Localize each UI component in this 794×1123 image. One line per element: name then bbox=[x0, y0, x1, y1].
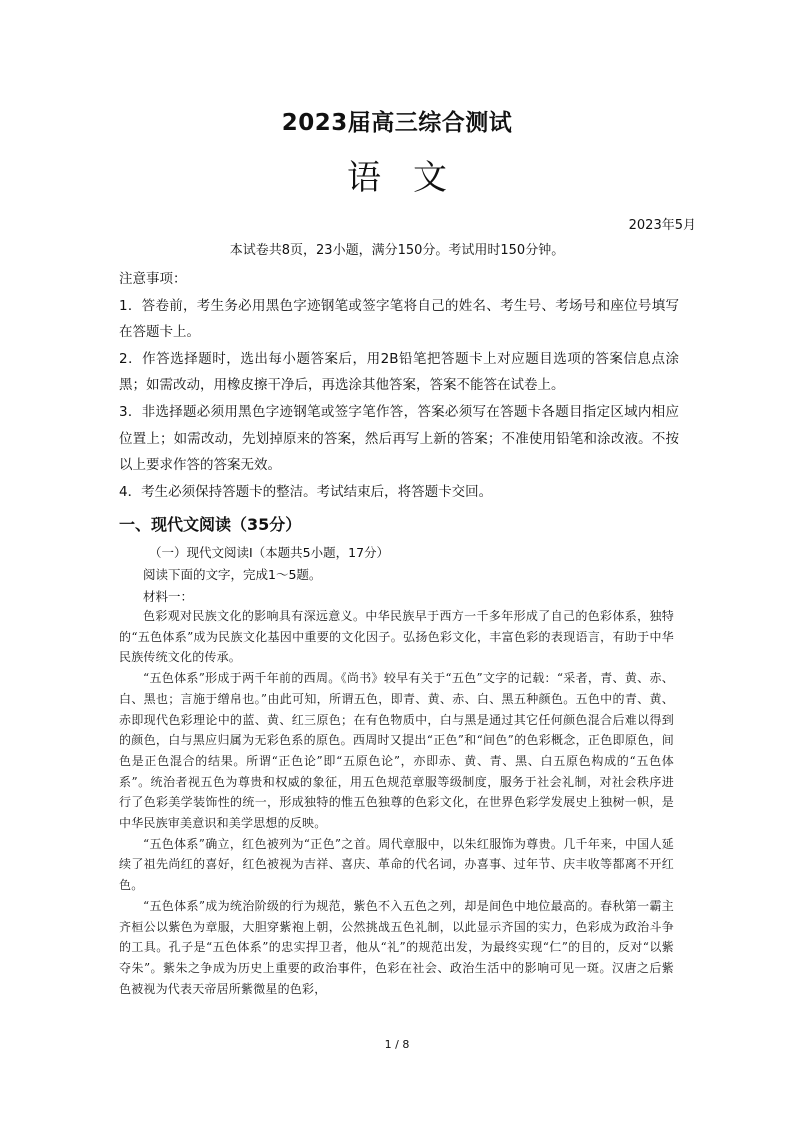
notes-heading: 注意事项： bbox=[119, 271, 187, 287]
material-paragraph: 色彩观对民族文化的影响具有深远意义。中华民族早于西方一千多年形成了自己的色彩体系，独特的“五色体系”成为民族文化基因中重要的文化因子。弘扬色彩文化，丰富色彩的表现语言，有助于中华民族传统文化的传承。 bbox=[119, 609, 674, 665]
exam-date: 2023年5月 bbox=[628, 218, 696, 233]
notes-block bbox=[119, 266, 679, 505]
material-paragraph: “五色体系”形成于两千年前的西周。《尚书》较早有关于“五色”文字的记载：“采者，青、黄、赤、白、黑也；言施于缯帛也。”由此可知，所谓五色，即青、黄、赤、白、黑五种颜色。五色中的青、黄、赤即现代色彩理论中的蓝、黄、红三原色；在有色物质中，白与黑是通过其它任何颜色混合后难以得到的颜色，白与黑应归属为无彩色系的原色。西周时又提出“正色”和“间色”的色彩概念，正色即原色，间色是正色混合的结果。所谓“正色论”即“五原色论”，亦即赤、黄、青、黑、白五原色构成的“五色体系”。统治者视五色为尊贵和权威的象征，用五色规范章服等级制度，服务于社会礼制，对社会秩序进行了色彩美学装饰性的统一，形成独特的惟五色独尊的色彩文化，在世界色彩学发展史上独树一帜，是中华民族审美意识和美学思想的反映。 bbox=[119, 671, 674, 831]
material-paragraph: “五色体系”确立，红色被列为“正色”之首。周代章服中，以朱红服饰为尊贵。几千年来，中国人延续了祖先尚红的喜好，红色被视为吉祥、喜庆、革命的代名词，办喜事、过年节、庆丰收等都离不开红色。 bbox=[119, 836, 674, 893]
page-number: 1 / 8 bbox=[384, 1038, 410, 1051]
material-label: 材料一： bbox=[143, 589, 194, 604]
material-text bbox=[119, 606, 674, 999]
subsection-title: （一）现代文阅读Ⅰ（本题共5小题，17分） bbox=[149, 545, 390, 560]
section-heading: 一、现代文阅读（35分） bbox=[119, 515, 302, 534]
reading-instruction: 阅读下面的文字，完成1～5题。 bbox=[143, 567, 322, 582]
note-item: 2．作答选择题时，选出每小题答案后，用2B铅笔把答题卡上对应题目选项的答案信息点涂黑；如需改动，用橡皮擦干净后，再选涂其他答案，答案不能答在试卷上。 bbox=[119, 350, 679, 394]
note-item: 3．非选择题必须用黑色字迹钢笔或签字笔作答，答案必须写在答题卡各题目指定区域内相应位置上；如需改动，先划掉原来的答案，然后再写上新的答案；不准使用铅笔和涂改液。不按以上要求作答的答案无效。 bbox=[119, 403, 679, 474]
note-item: 4．考生必须保持答题卡的整洁。考试结束后，将答题卡交回。 bbox=[119, 483, 493, 500]
subject-title: 语文 bbox=[347, 158, 479, 198]
exam-info: 本试卷共8页，23小题，满分150分。考试用时150分钟。 bbox=[229, 243, 565, 258]
exam-title: 2023届高三综合测试 bbox=[281, 110, 513, 136]
note-item: 1．答卷前，考生务必用黑色字迹钢笔或签字笔将自己的姓名、考生号、考场号和座位号填写在答题卡上。 bbox=[119, 297, 679, 341]
material-paragraph: “五色体系”成为统治阶级的行为规范，紫色不入五色之列，却是间色中地位最高的。春秋第一霸主齐桓公以紫色为章服，大胆穿紫袍上朝，公然挑战五色礼制，以此显示齐国的实力，色彩成为政治斗争的工具。孔子是“五色体系”的忠实捍卫者，他从“礼”的规范出发，为最终实现“仁”的目的，反对“以紫夺朱”。紫朱之争成为历史上重要的政治事件，色彩在社会、政治生活中的影响可见一斑。汉唐之后紫色被视为代表天帝居所紫微星的色彩， bbox=[119, 898, 674, 996]
